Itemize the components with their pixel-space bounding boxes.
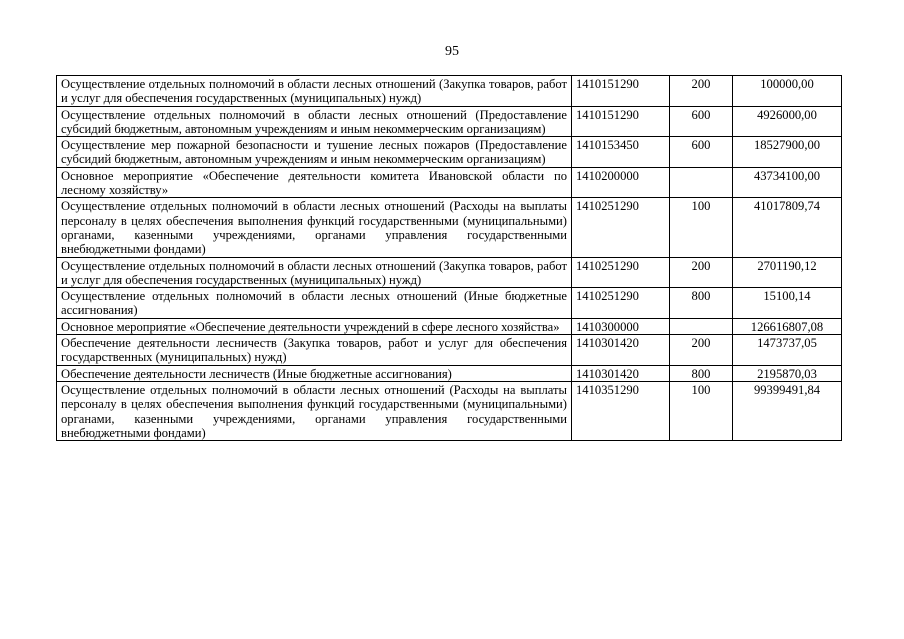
expense-name-cell: Основное мероприятие «Обеспечение деятельности комитета Ивановской области по лесному хозяйству» (57, 167, 572, 198)
target-code-cell: 1410251290 (572, 288, 670, 319)
expense-type-cell: 100 (670, 381, 733, 440)
expense-type-cell: 800 (670, 288, 733, 319)
target-code-cell: 1410251290 (572, 257, 670, 288)
amount-cell: 99399491,84 (733, 381, 842, 440)
expense-name-cell: Осуществление отдельных полномочий в области лесных отношений (Расходы на выплаты персоналу в целях обеспечения выполнения функций государственными (муниципальными) органами, казенными учреждениями, органами управления государственными внебюджетными фондами) (57, 198, 572, 257)
amount-cell: 18527900,00 (733, 137, 842, 168)
table-row (57, 76, 842, 107)
target-code-cell: 1410301420 (572, 335, 670, 366)
table-row (57, 198, 842, 257)
table-row (57, 106, 842, 137)
amount-cell: 43734100,00 (733, 167, 842, 198)
budget-table (56, 75, 842, 441)
table-row (57, 257, 842, 288)
expense-type-cell (670, 318, 733, 334)
expense-type-cell (670, 167, 733, 198)
target-code-cell: 1410301420 (572, 365, 670, 381)
amount-cell: 41017809,74 (733, 198, 842, 257)
target-code-cell: 1410200000 (572, 167, 670, 198)
amount-cell: 2195870,03 (733, 365, 842, 381)
target-code-cell: 1410251290 (572, 198, 670, 257)
expense-name-cell: Осуществление отдельных полномочий в области лесных отношений (Закупка товаров, работ и услуг для обеспечения государственных (муниципальных) нужд) (57, 76, 572, 107)
target-code-cell: 1410151290 (572, 76, 670, 107)
amount-cell: 4926000,00 (733, 106, 842, 137)
table-row (57, 288, 842, 319)
expense-name-cell: Осуществление отдельных полномочий в области лесных отношений (Закупка товаров, работ и услуг для обеспечения государственных (муниципальных) нужд) (57, 257, 572, 288)
expense-type-cell: 200 (670, 335, 733, 366)
amount-cell: 15100,14 (733, 288, 842, 319)
table-row (57, 167, 842, 198)
expense-name-cell: Осуществление отдельных полномочий в области лесных отношений (Расходы на выплаты персоналу в целях обеспечения выполнения функций государственными (муниципальными) органами, казенными учреждениями, органами управления государственными внебюджетными фондами) (57, 381, 572, 440)
table-row (57, 318, 842, 334)
table-row (57, 137, 842, 168)
expense-name-cell: Осуществление мер пожарной безопасности и тушение лесных пожаров (Предоставление субсидий бюджетным, автономным учреждениям и иным некоммерческим организациям) (57, 137, 572, 168)
target-code-cell: 1410351290 (572, 381, 670, 440)
amount-cell: 100000,00 (733, 76, 842, 107)
amount-cell: 126616807,08 (733, 318, 842, 334)
expense-name-cell: Осуществление отдельных полномочий в области лесных отношений (Иные бюджетные ассигнования) (57, 288, 572, 319)
expense-name-cell: Основное мероприятие «Обеспечение деятельности учреждений в сфере лесного хозяйства» (57, 318, 572, 334)
expense-type-cell: 600 (670, 106, 733, 137)
target-code-cell: 1410300000 (572, 318, 670, 334)
expense-name-cell: Обеспечение деятельности лесничеств (Закупка товаров, работ и услуг для обеспечения государственных (муниципальных) нужд) (57, 335, 572, 366)
page-number: 95 (445, 44, 459, 59)
budget-table-body (57, 76, 842, 441)
amount-cell: 2701190,12 (733, 257, 842, 288)
expense-type-cell: 100 (670, 198, 733, 257)
amount-cell: 1473737,05 (733, 335, 842, 366)
expense-type-cell: 200 (670, 257, 733, 288)
expense-type-cell: 600 (670, 137, 733, 168)
expense-name-cell: Осуществление отдельных полномочий в области лесных отношений (Предоставление субсидий бюджетным, автономным учреждениям и иным некоммерческим организациям) (57, 106, 572, 137)
table-row (57, 335, 842, 366)
table-row (57, 365, 842, 381)
table-row (57, 381, 842, 440)
expense-type-cell: 800 (670, 365, 733, 381)
target-code-cell: 1410151290 (572, 106, 670, 137)
expense-type-cell: 200 (670, 76, 733, 107)
target-code-cell: 1410153450 (572, 137, 670, 168)
expense-name-cell: Обеспечение деятельности лесничеств (Иные бюджетные ассигнования) (57, 365, 572, 381)
